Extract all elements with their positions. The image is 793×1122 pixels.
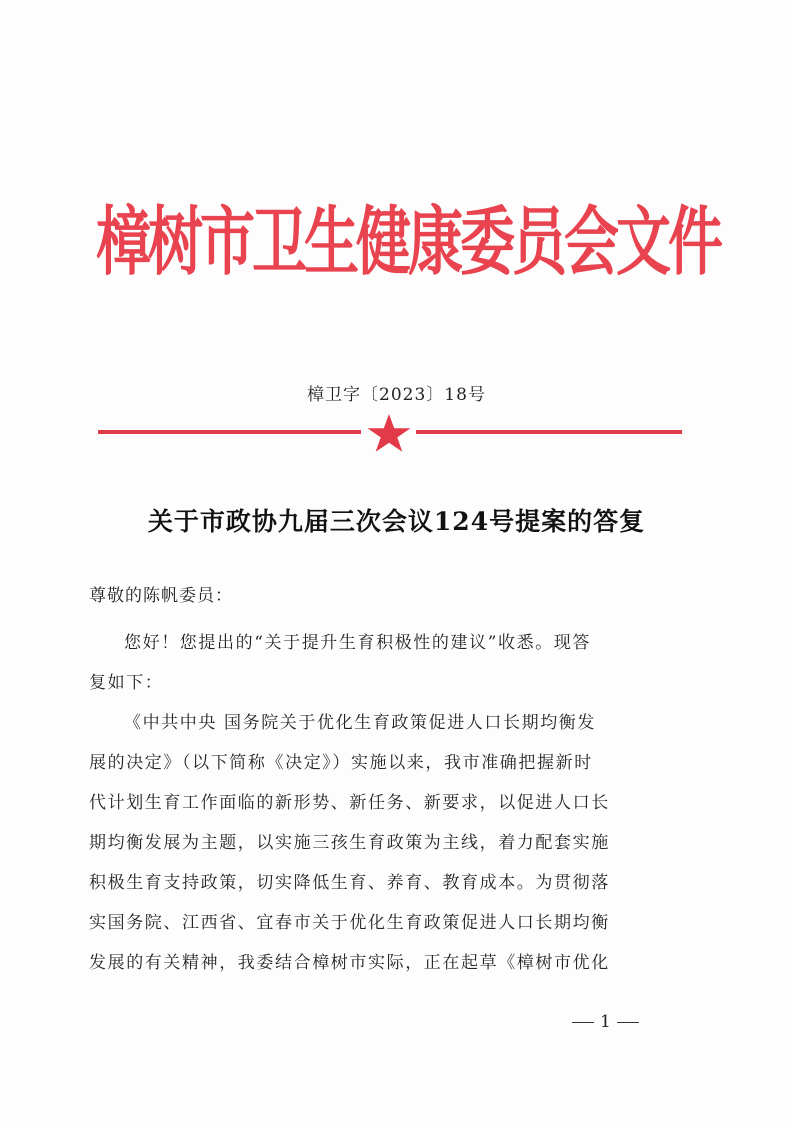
- body-line: 实国务院、江西省、宜春市关于优化生育政策促进人口长期均衡: [89, 913, 610, 933]
- body-line: 期均衡发展为主题，以实施三孩生育政策为主线，着力配套实施: [89, 833, 610, 853]
- body-line: 积极生育支持政策，切实降低生育、养育、教育成本。为贯彻落: [89, 873, 610, 893]
- body-line: 发展的有关精神，我委结合樟树市实际，正在起草《樟树市优化: [89, 953, 610, 973]
- body-line: 《中共中央 国务院关于优化生育政策促进人口长期均衡发: [124, 713, 597, 733]
- issuing-authority-header: 樟树市卫生健康委员会文件: [96, 198, 721, 286]
- salutation: 尊敬的陈帆委员：: [89, 586, 233, 606]
- page-number-dash: [617, 1022, 639, 1023]
- page-number-footer: [566, 1012, 645, 1032]
- red-divider-left: [98, 430, 361, 434]
- reply-title: 关于市政协九届三次会议124号提案的答复: [147, 507, 646, 536]
- red-star-icon: [366, 413, 412, 453]
- body-line: 展的决定》（以下简称《决定》）实施以来，我市准确把握新时: [89, 753, 593, 773]
- body-line: 代计划生育工作面临的新形势、新任务、新要求，以促进人口长: [89, 793, 610, 813]
- page-number-dash: [572, 1022, 594, 1023]
- page-number: 1: [600, 1012, 611, 1032]
- document-number: 樟卫字〔2023〕18号: [307, 385, 486, 405]
- body-line: 您好！您提出的“关于提升生育积极性的建议”收悉。现答: [124, 633, 591, 653]
- body-line: 复如下：: [89, 673, 164, 693]
- red-divider-right: [416, 430, 682, 434]
